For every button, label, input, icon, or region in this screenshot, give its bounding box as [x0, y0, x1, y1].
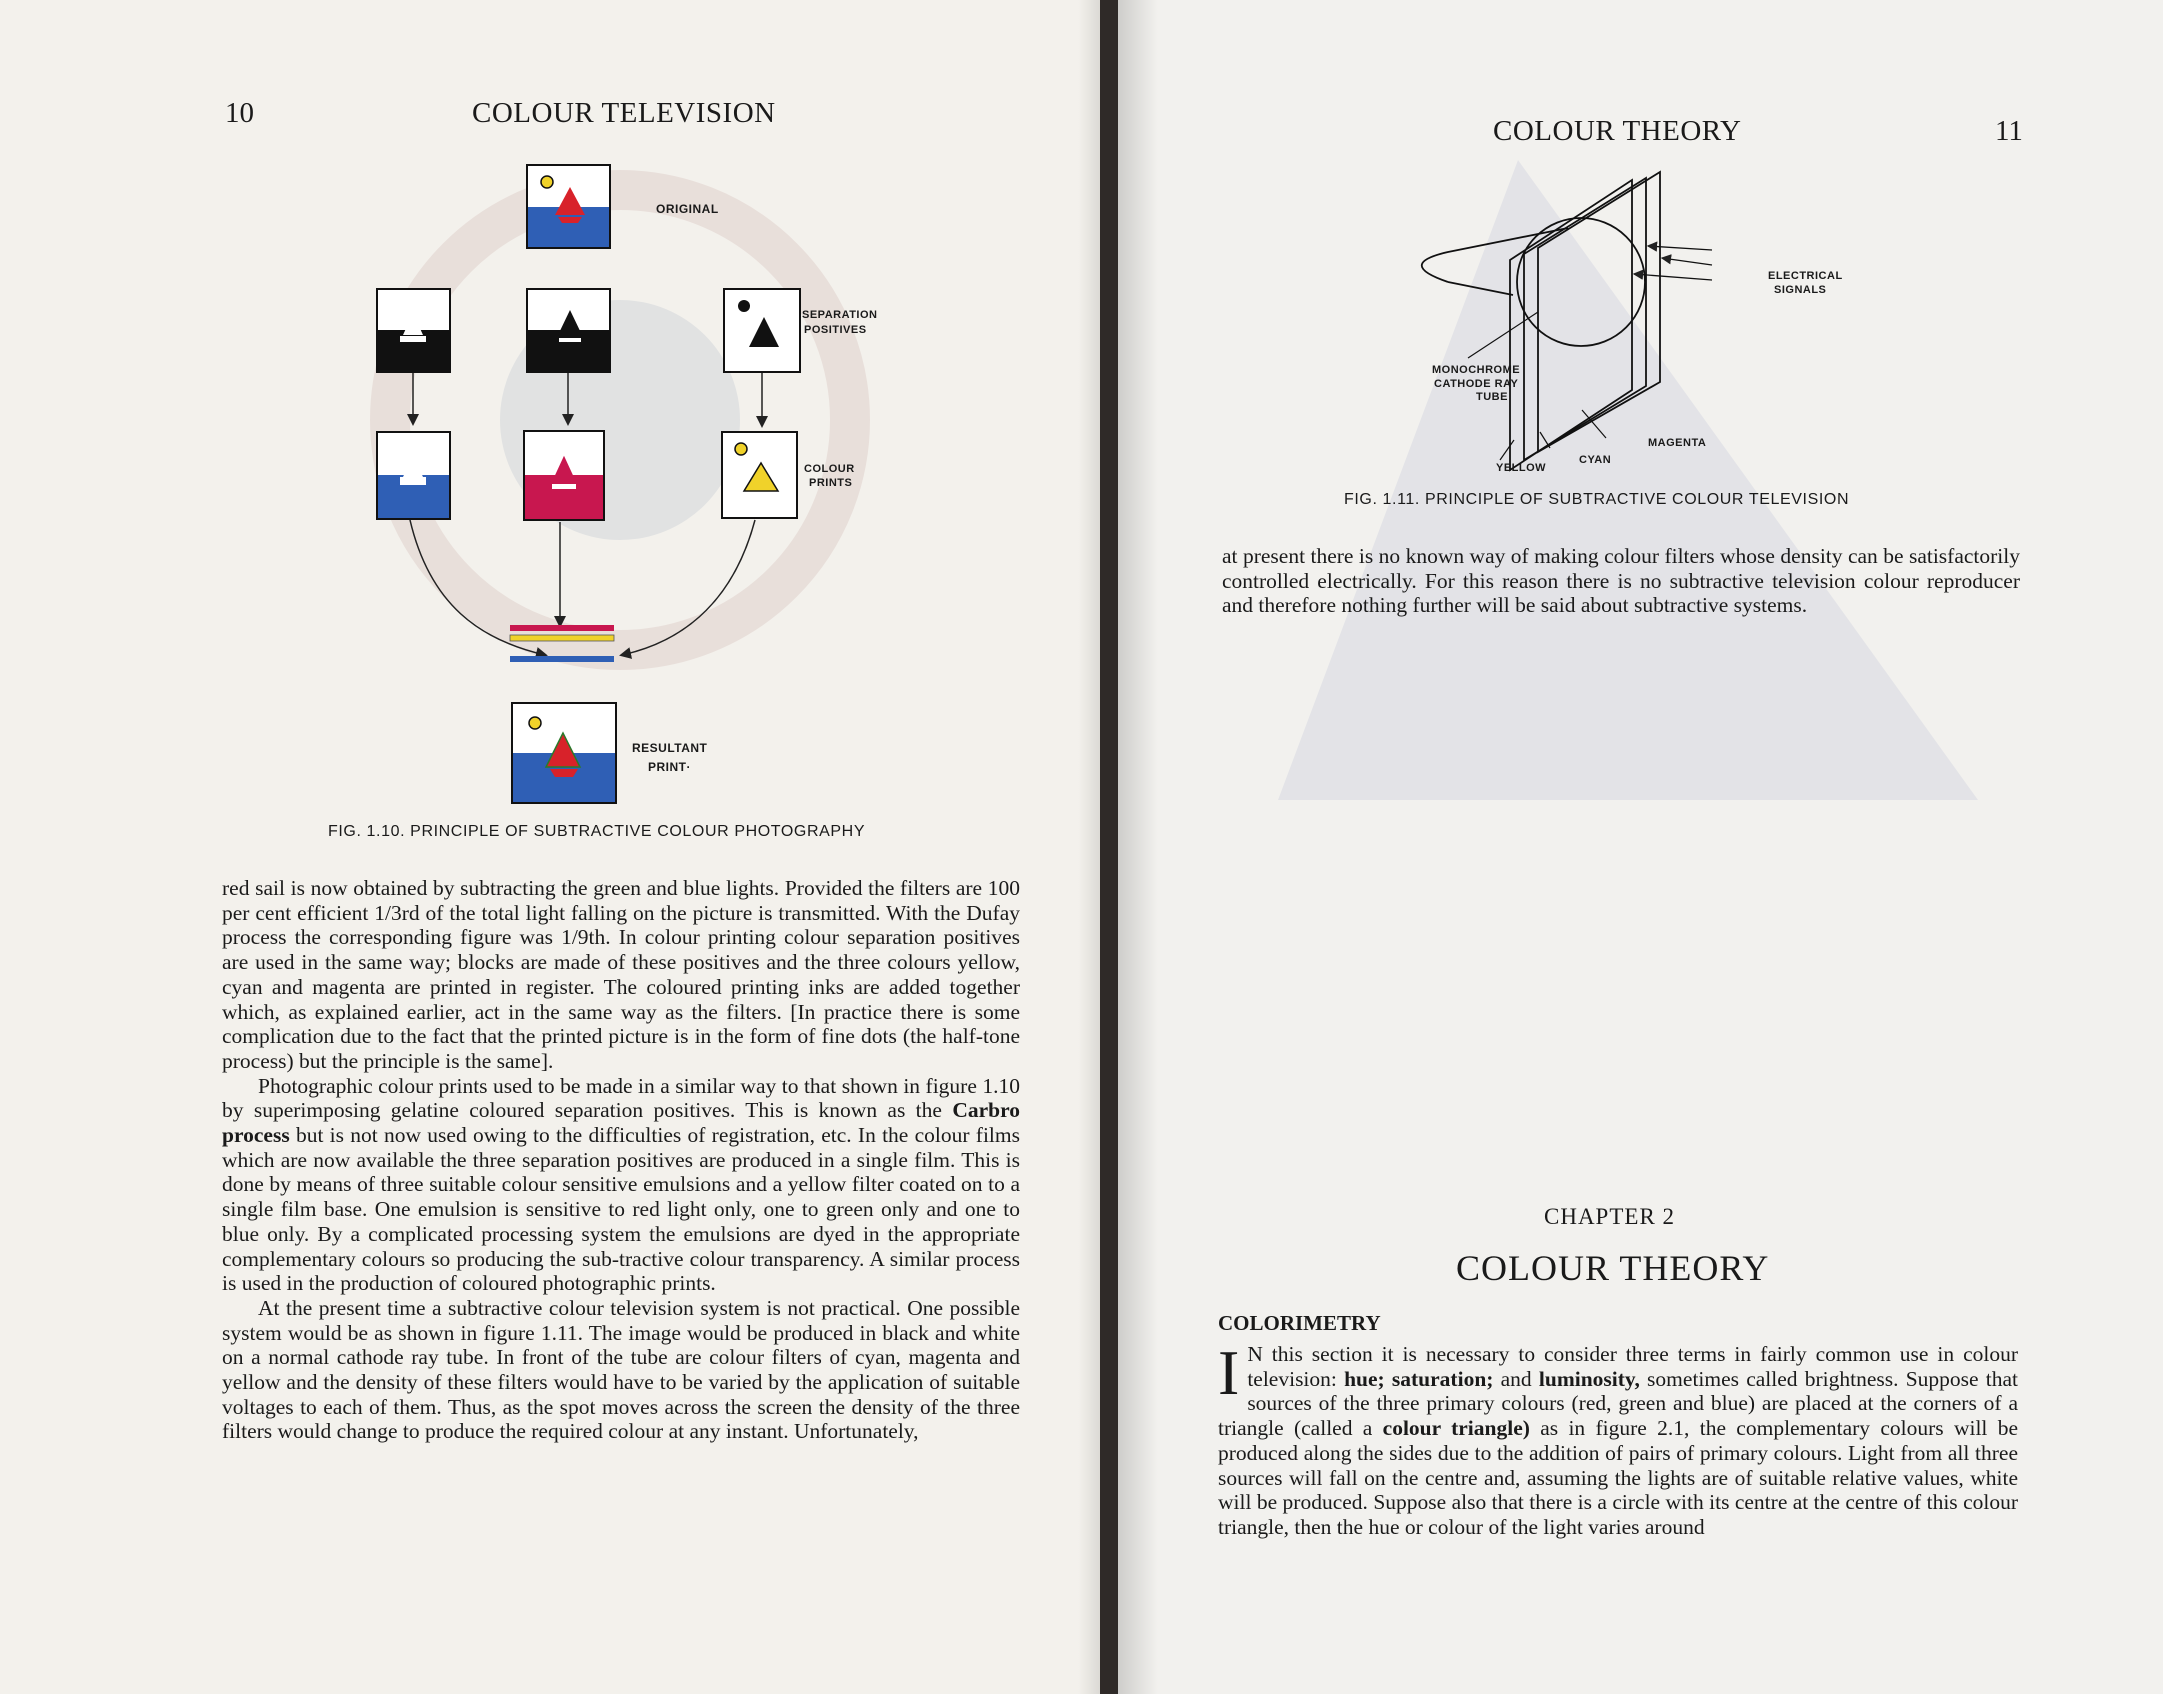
figure-caption: FIG. 1.11. PRINCIPLE OF SUBTRACTIVE COLOUR TELEVISION — [1344, 491, 1850, 508]
colour-print-magenta — [524, 431, 604, 520]
label-colour-prints-2: PRINTS — [809, 477, 853, 489]
paragraph: At the present time a subtractive colour television system is not practical. One possible system would be as shown in figure 1.11. The image would be produced in black and white on a normal cathode ray tube. In front of the tube are colour filters of cyan, magenta and yellow and the density of these filters would have to be varied by the application of suitable voltages to each of them. Thus, as the spot moves across the screen the density of the three filters would change to produce the required colour at any instant. Unfortunately, — [222, 1295, 1020, 1444]
separation-positive-1 — [377, 289, 450, 372]
body-text-left — [222, 876, 1020, 1444]
superimposed-layers — [510, 625, 614, 662]
term-colour-triangle: colour triangle) — [1382, 1416, 1530, 1441]
term-hue-saturation: hue; saturation; — [1344, 1366, 1494, 1391]
colour-print-cyan — [377, 432, 450, 519]
label-electrical-1: ELECTRICAL — [1768, 270, 1843, 282]
text-run: Photographic colour prints used to be made in a similar way to that shown in figure 1.10 by superimposing gelatine coloured separation positives. This is known as the — [222, 1073, 1020, 1123]
label-cyan: CYAN — [1579, 454, 1612, 466]
paragraph — [222, 1074, 1020, 1296]
section-heading: COLORIMETRY — [1218, 1311, 1381, 1335]
label-resultant-1: RESULTANT — [632, 741, 708, 755]
colour-print-yellow — [722, 432, 797, 518]
label-colour-prints-1: COLOUR — [804, 463, 855, 475]
label-mono-3: TUBE — [1476, 391, 1508, 403]
separation-positive-3 — [724, 289, 800, 372]
resultant-print — [512, 703, 616, 803]
figure-1-11-diagram — [1388, 170, 1718, 480]
label-separation-1: SEPARATION — [802, 309, 878, 321]
label-original: ORIGINAL — [656, 202, 719, 216]
top-paragraph: at present there is no known way of making colour filters whose density can be satisfactorily controlled electrically. For this reason there is no subtractive television colour reproducer and therefore nothing further will be said about subtractive systems. — [1222, 544, 2020, 618]
running-head: COLOUR TELEVISION — [472, 97, 776, 129]
term-luminosity: luminosity, — [1538, 1366, 1640, 1391]
text-run: as in figure 2.1, the complementary colours will be produced along the sides due to the addition of pairs of primary colours. Light from all three sources will fall on the centre and, assuming the lights are of suitable relative values, white will be produced. Suppose also that there is a circle with its centre at the centre of this colour triangle, then the hue or colour of the light varies around — [1218, 1416, 2019, 1539]
text-run: sometimes called brightness. Suppose that sources of the three primary colours (red, green and blue) are placed at the corners of a triangle (called a — [1218, 1366, 2019, 1441]
chapter-title: COLOUR THEORY — [1456, 1248, 1770, 1288]
cathode-ray-tube — [1422, 218, 1645, 346]
label-magenta: MAGENTA — [1648, 437, 1707, 449]
label-separation-2: POSITIVES — [804, 324, 867, 336]
term-carbro-process: Carbro process — [222, 1098, 1020, 1148]
label-electrical-2: SIGNALS — [1774, 284, 1827, 296]
text-run: and — [1493, 1366, 1539, 1391]
original-picture — [527, 165, 610, 248]
page-number: 11 — [1995, 115, 2023, 147]
page-number: 10 — [225, 97, 254, 129]
text-run: N this section it is necessary to consider three terms in fairly common use in colour television: — [1247, 1342, 2018, 1391]
separation-positive-2 — [527, 289, 610, 372]
drop-cap: I — [1218, 1337, 1240, 1408]
label-mono-2: CATHODE RAY — [1434, 378, 1519, 390]
colorimetry-paragraph — [1218, 1337, 2019, 1540]
figure-1-10-diagram — [360, 155, 940, 815]
label-resultant-2: PRINT· — [648, 760, 691, 774]
running-head: COLOUR THEORY — [1493, 115, 1742, 147]
figure-caption: FIG. 1.10. PRINCIPLE OF SUBTRACTIVE COLOUR PHOTOGRAPHY — [328, 823, 866, 840]
filter-plates — [1510, 172, 1660, 470]
label-yellow: YELLOW — [1496, 462, 1547, 474]
text-run: but is not now used owing to the difficulties of registration, etc. In the colour films which are now available the three separation positives are produced in a single film. This is done by means of three suitable colour sensitive emulsions and a yellow filter coated on to a single film base. One emulsion is sensitive to red light only, one to green only and one to blue only. By a complicated processing system the emulsions are dyed in the appropriate complementary colours so producing the sub-tractive colour transparency. A similar process is used in the production of coloured photographic prints. — [222, 1123, 1020, 1296]
paragraph: red sail is now obtained by subtracting the green and blue lights. Provided the filters are 100 per cent efficient 1/3rd of the total light falling on the picture is transmitted. With the Dufay process the corresponding figure was 1/9th. In colour printing colour separation positives are used in the same way; blocks are made of these positives and the three colours yellow, cyan and magenta are printed in register. The coloured printing inks are added together which, as explained earlier, act in the same way as the filters. [In practice there is some complication due to the fact that the printed picture is in the form of fine dots (the half-tone process) but the principle is the same]. — [222, 876, 1020, 1073]
right-page — [1118, 0, 2163, 1694]
chapter-label: CHAPTER 2 — [1544, 1204, 1676, 1229]
label-mono-1: MONOCHROME — [1432, 364, 1521, 376]
